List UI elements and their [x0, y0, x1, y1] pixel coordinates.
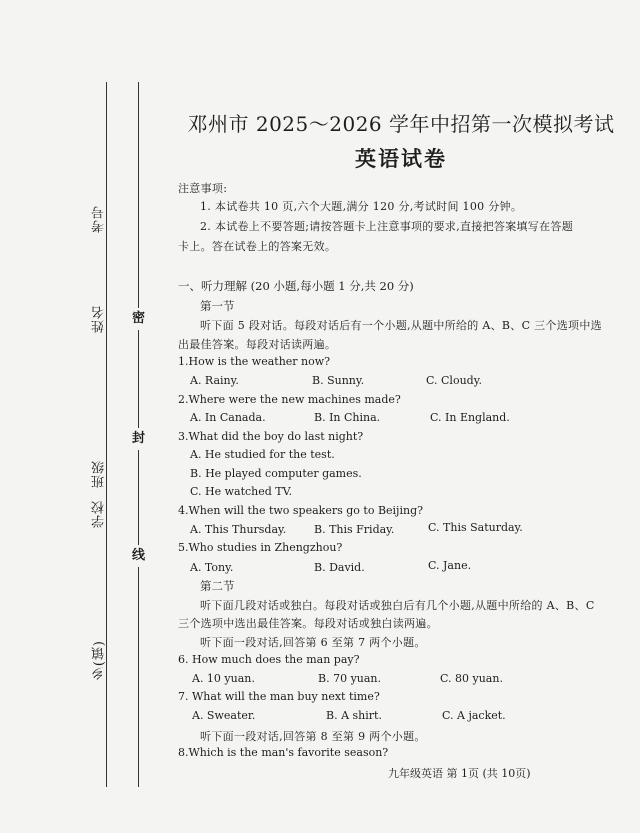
question-7-option-b: B. A shirt. — [326, 709, 382, 722]
part-1-instruction-line-1: 听下面 5 段对话。每段对话后有一个小题,从题中所给的 A、B、C 三个选项中选 — [200, 319, 602, 332]
exam-number-label: 考号 — [92, 205, 107, 233]
school-label: 学校 — [92, 500, 107, 528]
part-1-instruction-line-2: 出最佳答案。每段对话读两遍。 — [178, 338, 337, 351]
exam-subtitle: 英语试卷 — [355, 146, 447, 171]
page-footer: 九年级英语 第 1页 (共 10页) — [388, 767, 531, 780]
question-6-stem: 6. How much does the man pay? — [178, 653, 360, 666]
notes-item-2-line-1: 2. 本试卷上不要答题;请按答题卡上注意事项的要求,直接把答案填写在答题 — [200, 220, 573, 233]
town-label: 乡(镇) — [92, 640, 107, 681]
question-4-option-c: C. This Saturday. — [428, 521, 523, 534]
question-2-stem: 2.Where were the new machines made? — [178, 393, 401, 406]
question-4-option-a: A. This Thursday. — [190, 523, 287, 536]
question-4-stem: 4.When will the two speakers go to Beijing? — [178, 504, 424, 517]
question-7-option-c: C. A jacket. — [442, 709, 506, 722]
question-3-stem: 3.What did the boy do last night? — [178, 430, 364, 443]
question-2-option-a: A. In Canada. — [190, 411, 266, 424]
part-2-title: 第二节 — [200, 579, 235, 593]
question-6-option-a: A. 10 yuan. — [192, 672, 255, 685]
question-3-option-c: C. He watched TV. — [190, 485, 293, 498]
question-7-stem: 7. What will the man buy next time? — [178, 690, 380, 703]
exam-title: 邓州市 2025～2026 学年中招第一次模拟考试 — [187, 112, 615, 136]
question-1-option-c: C. Cloudy. — [426, 374, 482, 387]
question-5-stem: 5.Who studies in Zhengzhou? — [178, 541, 343, 554]
part-1-title: 第一节 — [200, 299, 235, 313]
seal-char-mi: 密 — [132, 308, 145, 330]
question-8-stem: 8.Which is the man's favorite season? — [178, 746, 389, 759]
notes-item-2-line-2: 卡上。答在试卷上的答案无效。 — [178, 240, 337, 253]
question-6-option-b: B. 70 yuan. — [318, 672, 382, 685]
question-1-option-b: B. Sunny. — [312, 374, 365, 387]
dialogue-group-2-instruction: 听下面一段对话,回答第 8 至第 9 两个小题。 — [200, 730, 426, 743]
question-1-stem: 1.How is the weather now? — [178, 355, 331, 368]
question-7-option-a: A. Sweater. — [192, 709, 256, 722]
part-2-instruction-line-1: 听下面几段对话或独白。每段对话或独白后有几个小题,从题中所给的 A、B、C — [200, 599, 595, 612]
question-2-option-b: B. In China. — [314, 411, 381, 424]
seal-char-xian: 线 — [132, 545, 145, 567]
class-label: 班级 — [92, 460, 107, 488]
question-5-option-a: A. Tony. — [190, 561, 234, 574]
question-3-option-a: A. He studied for the test. — [190, 448, 335, 461]
question-6-option-c: C. 80 yuan. — [440, 672, 503, 685]
outer-binding-line — [106, 82, 107, 787]
question-5-option-b: B. David. — [314, 561, 365, 574]
question-5-option-c: C. Jane. — [428, 559, 472, 572]
dialogue-group-1-instruction: 听下面一段对话,回答第 6 至第 7 两个小题。 — [200, 636, 426, 649]
notes-heading: 注意事项: — [178, 182, 228, 195]
seal-char-feng: 封 — [132, 428, 145, 450]
name-label: 姓名 — [92, 305, 107, 333]
part-2-instruction-line-2: 三个选项中选出最佳答案。每段对话或独白读两遍。 — [178, 617, 438, 630]
question-3-option-b: B. He played computer games. — [190, 467, 362, 480]
question-2-option-c: C. In England. — [430, 411, 510, 424]
question-4-option-b: B. This Friday. — [314, 523, 395, 536]
notes-item-1: 1. 本试卷共 10 页,六个大题,满分 120 分,考试时间 100 分钟。 — [200, 200, 523, 213]
section-1-heading: 一、听力理解 (20 小题,每小题 1 分,共 20 分) — [178, 279, 414, 293]
question-1-option-a: A. Rainy. — [190, 374, 239, 387]
